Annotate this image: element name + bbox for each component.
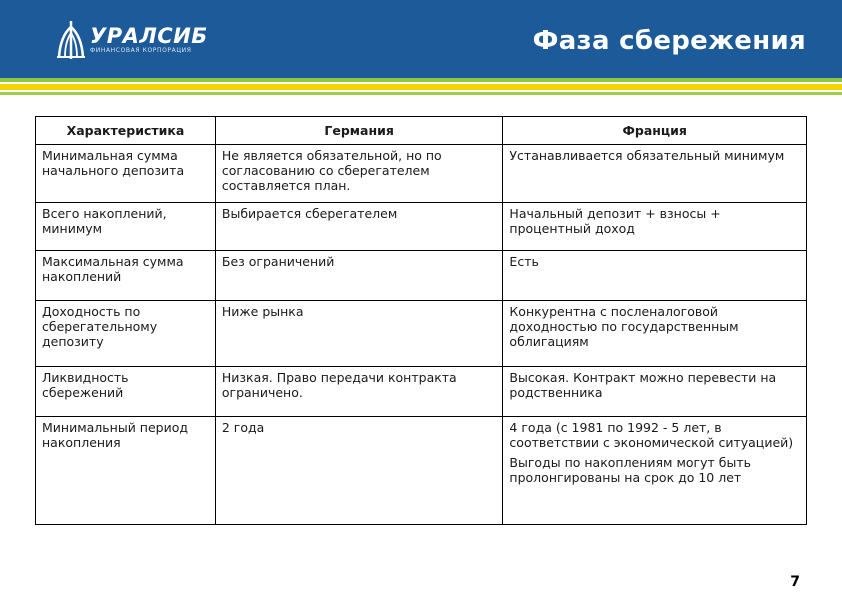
table-cell: Начальный депозит + взносы + процентный доход: [503, 203, 807, 251]
header-bar: [0, 0, 842, 78]
logo-subtitle: ФИНАНСОВАЯ КОРПОРАЦИЯ: [90, 47, 192, 54]
table-cell: Выбирается сберегателем: [215, 203, 503, 251]
table-cell: [503, 417, 807, 525]
table-cell: Ликвидность сбережений: [36, 367, 216, 417]
table-cell: Устанавливается обязательный минимум: [503, 145, 807, 203]
table-cell: Не является обязательной, но по согласованию со сберегателем составляется план.: [215, 145, 503, 203]
column-header: Франция: [503, 117, 807, 145]
table-cell: 2 года: [215, 417, 503, 525]
table-header-row: [36, 117, 807, 145]
table-cell-note: Выгоды по накоплениям могут быть пролонгированы на срок до 10 лет: [509, 455, 751, 485]
comparison-table: [35, 116, 807, 525]
uralsib-emblem-icon: [56, 19, 86, 61]
table-cell: Доходность по сберегательному депозиту: [36, 301, 216, 367]
column-header: Германия: [215, 117, 503, 145]
table-row: [36, 417, 807, 525]
table-row: [36, 251, 807, 301]
table-cell: Конкурентна с посленалоговой доходностью по государственным облигациям: [503, 301, 807, 367]
table-cell: Всего накоплений, минимум: [36, 203, 216, 251]
table-row: [36, 203, 807, 251]
page-number: 7: [790, 574, 800, 590]
table-cell: Максимальная сумма накоплений: [36, 251, 216, 301]
table-cell: Без ограничений: [215, 251, 503, 301]
table-cell: Высокая. Контракт можно перевести на родственника: [503, 367, 807, 417]
column-header: Характеристика: [36, 117, 216, 145]
logo-name: УРАЛСИБ: [90, 24, 208, 48]
table-cell: Ниже рынка: [215, 301, 503, 367]
table-row: [36, 145, 807, 203]
table-cell-text: 4 года (с 1981 по 1992 - 5 лет, в соответствии с экономической ситуацией): [509, 420, 794, 450]
table-row: [36, 301, 807, 367]
header-stripes: [0, 78, 842, 95]
table-cell: Минимальная сумма начального депозита: [36, 145, 216, 203]
logo: [56, 18, 208, 62]
table-cell: Низкая. Право передачи контракта ограничено.: [215, 367, 503, 417]
table-cell: Есть: [503, 251, 807, 301]
table-row: [36, 367, 807, 417]
table-cell: Минимальный период накопления: [36, 417, 216, 525]
page-title: Фаза сбережения: [532, 26, 806, 56]
